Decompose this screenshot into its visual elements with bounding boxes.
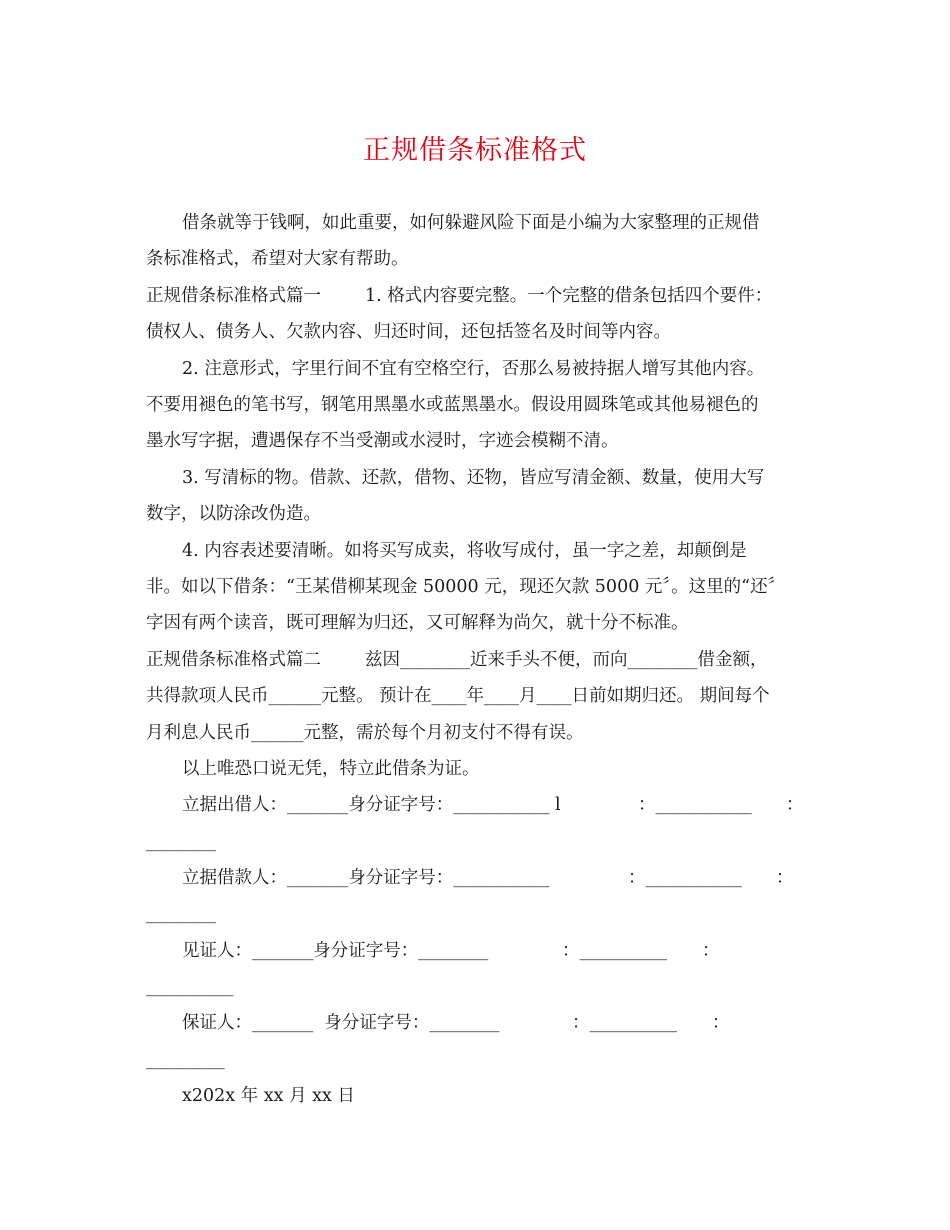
section1-line: 字因有两个读音，既可理解为归还，又可解释为尚欠，就十分不标准。 — [146, 613, 689, 633]
signature-guarantor-label: 保证人：_______ 身分证字号：________ — [182, 1013, 500, 1033]
signature-borrower-mid: ：___________ — [628, 868, 742, 888]
section2-line: 共得款项人民币______元整。 预计在____年____月____日前如期归还。 期间每个 — [146, 686, 770, 706]
signature-guarantor-mid: ：__________ — [572, 1013, 677, 1033]
section1-line: 2. 注意形式，字里行间不宜有空格空行，否那么易被持据人增写其他内容。 — [182, 359, 765, 379]
signature-lender-label: 立据出借人：_______身分证字号：___________ l — [182, 795, 561, 815]
section1-line: 非。如以下借条：“王某借柳某现金 50000 元，现还欠款 5000 元〞。这里的“还〞 — [146, 577, 786, 597]
signature-witness-label: 见证人：_______身分证字号：________ — [182, 941, 489, 961]
signature-witness-underline: __________ — [146, 977, 234, 997]
section2-line: 月利息人民币______元整，需於每个月初支付不得有误。 — [146, 723, 584, 743]
section1-line: 不要用褪色的笔书写，钢笔用黑墨水或蓝黑墨水。假设用圆珠笔或其他易褪色的 — [146, 395, 759, 415]
section1-line: 债权人、债务人、欠款内容、归还时间，还包括签名及时间等内容。 — [146, 322, 671, 342]
section1-line: 墨水写字据，遭遇保存不当受潮或水浸时，字迹会模糊不清。 — [146, 431, 619, 451]
document-date: x202x 年 xx 月 xx 日 — [182, 1086, 355, 1106]
section1-heading-line — [146, 284, 772, 308]
section2-first-line: 兹因________近来手头不便，而向________借金额， — [365, 650, 768, 670]
signature-guarantor-underline: _________ — [146, 1050, 225, 1070]
signature-borrower-label: 立据借款人：_______身分证字号：___________ — [182, 868, 550, 888]
section1-first-line: 1. 格式内容要完整。一个完整的借条包括四个要件： — [365, 286, 773, 306]
section1-line: 3. 写清标的物。借款、还款，借物、还物，皆应写清金额、数量，使用大写 — [182, 468, 765, 488]
intro-line-2: 条标准格式，希望对大家有帮助。 — [146, 249, 409, 269]
section1-line: 4. 内容表述要清晰。如将买写成卖，将收写成付，虽一字之差，却颠倒是 — [182, 541, 747, 561]
signature-witness-end: ： — [702, 941, 720, 961]
signature-witness-mid: ：__________ — [562, 941, 667, 961]
signature-lender-mid: ：___________ — [638, 795, 752, 815]
section2-heading: 正规借条标准格式篇二 — [146, 650, 321, 670]
signature-lender-end: ： — [786, 795, 804, 815]
section1-heading: 正规借条标准格式篇一 — [146, 286, 321, 306]
signature-guarantor-end: ： — [712, 1013, 730, 1033]
intro-line-1: 借条就等于钱啊，如此重要，如何躲避风险下面是小编为大家整理的正规借 — [182, 213, 760, 233]
signature-borrower-end: ： — [776, 868, 794, 888]
signature-borrower-underline: ________ — [146, 904, 216, 924]
section2-line: 以上唯恐口说无凭，特立此借条为证。 — [182, 759, 480, 779]
page-title: 正规借条标准格式 — [363, 135, 587, 166]
section2-heading-line — [146, 648, 768, 672]
signature-lender-underline: ________ — [146, 832, 216, 852]
section1-line: 数字，以防涂改伪造。 — [146, 504, 321, 524]
